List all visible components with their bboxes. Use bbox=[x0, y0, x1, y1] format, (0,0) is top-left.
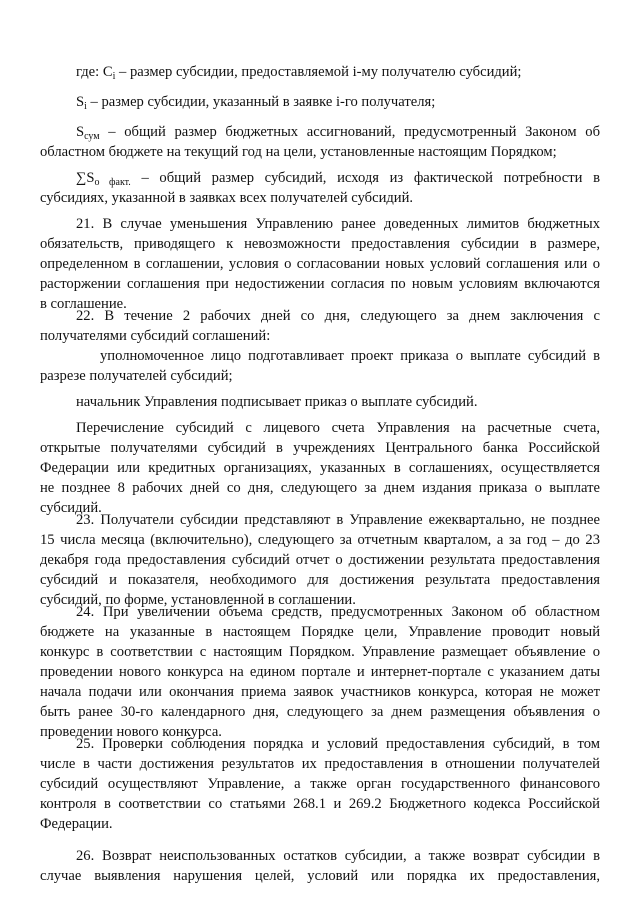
p23-line-2: 15 числа месяца (включительно), следующего за отчетным кварталом, а за год – до 23 bbox=[40, 532, 600, 548]
legend-ci-line bbox=[40, 62, 600, 82]
legend-sfact-subscript: о факт. bbox=[94, 177, 131, 188]
p24-line-6: быть ранее 30-го календарного дня, следующего за днем размещения объявления о bbox=[40, 704, 600, 720]
p24-line-1: 24. При увеличении объема средств, предусмотренных Законом об областном bbox=[76, 604, 600, 620]
p22-line-2: получателями субсидий соглашений: bbox=[40, 328, 271, 344]
p23-line-4: субсидий и показателя, необходимого для достижения результата предоставления bbox=[40, 572, 600, 588]
legend-sfact-prefix: ∑S bbox=[76, 170, 95, 186]
p21-line-3: определенном в соглашении, условия о согласовании новых условий соглашения или о bbox=[40, 256, 600, 272]
p22-transfer-line-5: субсидий. bbox=[40, 500, 102, 516]
p25-line-5: Федерации. bbox=[40, 816, 113, 832]
legend-si-line bbox=[40, 92, 600, 112]
p22-item1-line-1: уполномоченное лицо подготавливает проект приказа о выплате субсидий в bbox=[100, 348, 600, 364]
legend-si-prefix: S bbox=[76, 94, 85, 110]
p25-line-3: субсидий осуществляют Управление, а также орган государственного финансового bbox=[40, 776, 600, 792]
p22-item2-line-1: начальник Управления подписывает приказ о выплате субсидий. bbox=[76, 394, 478, 410]
p22-transfer-line-1: Перечисление субсидий с лицевого счета Управления на расчетные счета, bbox=[76, 420, 600, 436]
p26-line-2: случае выявления нарушения целей, условий или порядка их предоставления, bbox=[40, 868, 600, 884]
p21-line-5: в соглашение. bbox=[40, 296, 127, 312]
legend-si-subscript: i bbox=[84, 101, 87, 112]
legend-sfact-text-1: – общий размер субсидий, исходя из фактической потребности в bbox=[130, 170, 600, 186]
p22-transfer-line-3: Федерации или кредитных организациях, указанных в соглашениях, осуществляется bbox=[40, 460, 600, 476]
legend-ci-text: – размер субсидии, предоставляемой i-му получателю субсидий; bbox=[115, 64, 522, 80]
p22-line-1: 22. В течение 2 рабочих дней со дня, следующего за днем заключения с bbox=[76, 308, 600, 324]
p21-line-4: расторжении соглашения при недостижении согласия по новым условиям включаются bbox=[40, 276, 600, 292]
p24-line-2: бюджете на указанные в настоящем Порядке цели, Управление проводит новый bbox=[40, 624, 600, 640]
p24-line-3: конкурс в соответствии с настоящим Порядком. Управление размещает объявление о bbox=[40, 644, 600, 660]
p22-transfer-line-2: открытые получателями субсидий в учреждениях Центрального банка Российской bbox=[40, 440, 600, 456]
p23-line-1: 23. Получатели субсидии представляют в Управление ежеквартально, не позднее bbox=[76, 512, 600, 528]
p25-line-1: 25. Проверки соблюдения порядка и условий предоставления субсидий, в том bbox=[76, 736, 600, 752]
legend-sfact-line-1 bbox=[40, 168, 600, 188]
p22-transfer-line-4: не позднее 8 рабочих дней со дня, следующего за днем издания приказа о выплате bbox=[40, 480, 600, 496]
p25-line-2: числе в части достижения результатов их предоставления в отношении получателей bbox=[40, 756, 600, 772]
legend-ssum-line-1 bbox=[40, 122, 600, 142]
p23-line-5: субсидий, по форме, установленной в соглашении. bbox=[40, 592, 356, 608]
legend-ssum-text-1: – общий размер бюджетных ассигнований, предусмотренный Законом об bbox=[99, 124, 600, 140]
p24-line-4: проведении нового конкурса на едином портале и интернет-портале с указанием даты bbox=[40, 664, 600, 680]
legend-si-text: – размер субсидии, указанный в заявке i-го получателя; bbox=[86, 94, 436, 110]
p24-line-5: начала подачи или окончания приема заявок участников конкурса, которая не может bbox=[40, 684, 600, 700]
p24-line-7: проведении нового конкурса. bbox=[40, 724, 222, 740]
p26-line-1: 26. Возврат неиспользованных остатков субсидии, а также возврат субсидии в bbox=[76, 848, 600, 864]
legend-ci-prefix: где: C bbox=[76, 64, 113, 80]
legend-ssum-line-2: областном бюджете на текущий год на цели, установленные настоящим Порядком; bbox=[40, 144, 557, 160]
p23-line-3: декабря года предоставления субсидий отчет о достижении результата предоставления bbox=[40, 552, 600, 568]
p21-line-1: 21. В случае уменьшения Управлению ранее доведенных лимитов бюджетных bbox=[76, 216, 600, 232]
legend-ssum-prefix: S bbox=[76, 124, 85, 140]
p21-line-2: обязательств, приводящего к невозможности предоставления субсидии в размере, bbox=[40, 236, 600, 252]
legend-ssum-subscript: сум bbox=[84, 131, 100, 142]
legend-ci-subscript: i bbox=[112, 71, 116, 82]
p25-line-4: контроля в соответствии со статьями 268.1 и 269.2 Бюджетного кодекса Российской bbox=[40, 796, 600, 812]
p22-item1-line-2: разрезе получателей субсидий; bbox=[40, 368, 233, 384]
legend-sfact-line-2: субсидиях, указанной в заявках всех получателей субсидий. bbox=[40, 190, 414, 206]
